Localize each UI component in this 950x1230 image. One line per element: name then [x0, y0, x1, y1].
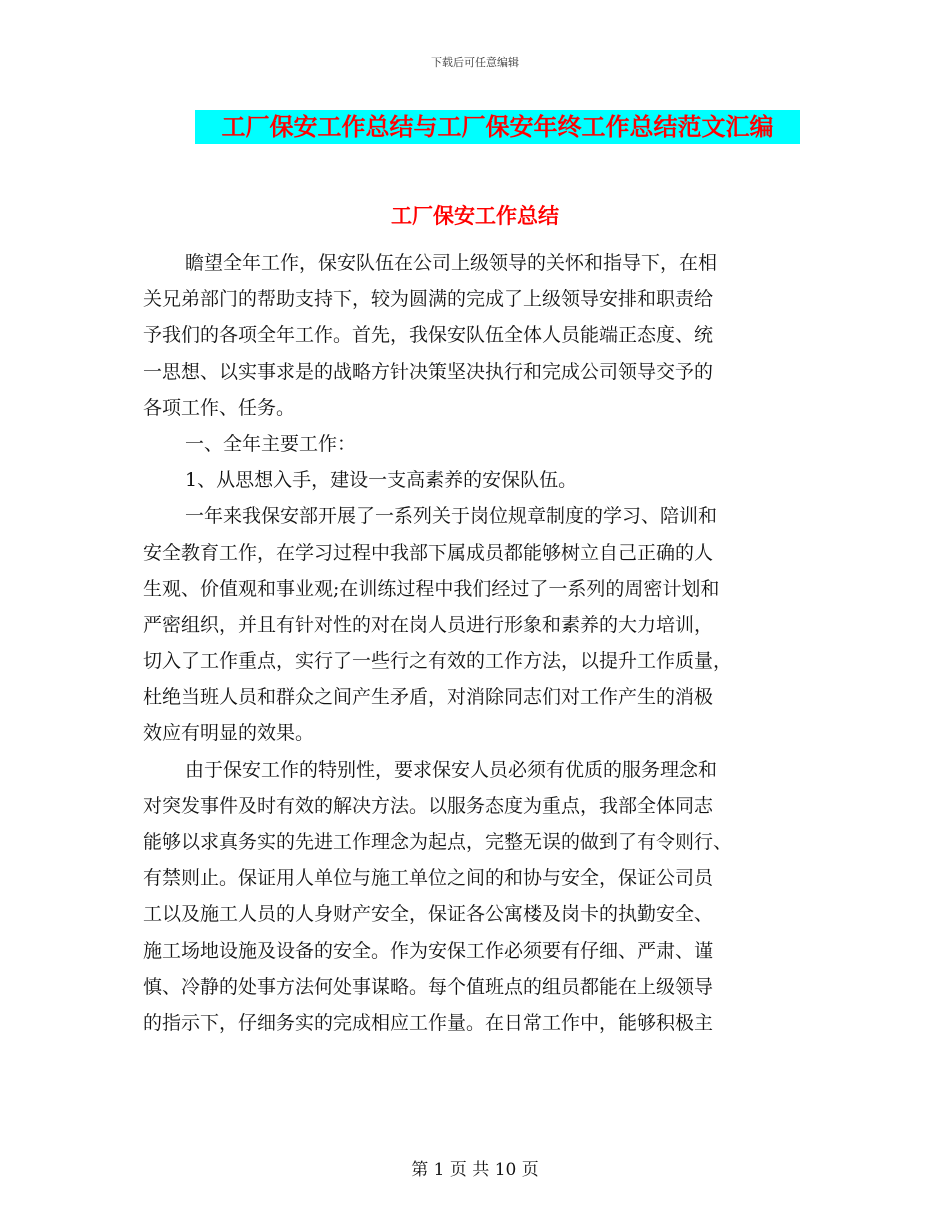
text-line: 对突发事件及时有效的解决方法。以服务态度为重点，我部全体同志 [143, 794, 714, 817]
text-line: 瞻望全年工作，保安队伍在公司上级领导的关怀和指导下，在相 [185, 252, 718, 274]
text-line: 一、全年主要工作： [185, 432, 357, 455]
text-line: 关兄弟部门的帮助支持下，较为圆满的完成了上级领导安排和职责给 [143, 288, 714, 311]
text-line: 严密组织，并且有针对性的对在岗人员进行形象和素养的大力培训， [143, 613, 714, 636]
text-line: 安全教育工作，在学习过程中我部下属成员都能够树立自己正确的人 [143, 541, 714, 564]
text-line: 能够以求真务实的先进工作理念为起点，完整无误的做到了有令则行、 [143, 831, 733, 853]
text-line: 工以及施工人员的人身财产安全，保证各公寓楼及岗卡的执勤安全、 [143, 903, 714, 926]
section-title: 工厂保安工作总结 [391, 203, 559, 228]
text-line: 有禁则止。保证用人单位与施工单位之间的和协与安全，保证公司员 [143, 867, 714, 890]
page-footer: 第 1 页 共 10 页 [411, 1160, 539, 1180]
text-line: 由于保安工作的特别性，要求保安人员必须有优质的服务理念和 [185, 758, 718, 781]
page-header-note: 下载后可任意编辑 [431, 56, 519, 69]
text-line: 施工场地设施及设备的安全。作为安保工作必须要有仔细、严肃、谨 [143, 939, 714, 962]
text-line: 1、从思想入手，建设一支高素养的安保队伍。 [185, 469, 578, 492]
text-line: 杜绝当班人员和群众之间产生矛盾，对消除同志们对工作产生的消极 [143, 686, 714, 709]
text-line: 效应有明显的效果。 [143, 722, 315, 745]
text-line: 一思想、以实事求是的战略方针决策坚决执行和完成公司领导交予的 [143, 360, 714, 383]
document-title: 工厂保安工作总结与工厂保安年终工作总结范文汇编 [195, 110, 800, 144]
text-line: 予我们的各项全年工作。首先，我保安队伍全体人员能端正态度、统 [143, 324, 714, 347]
text-line: 生观、价值观和事业观;在训练过程中我们经过了一系列的周密计划和 [143, 577, 720, 600]
text-line: 各项工作、任务。 [143, 396, 296, 419]
text-line: 的指示下，仔细务实的完成相应工作量。在日常工作中，能够积极主 [143, 1011, 714, 1034]
text-line: 一年来我保安部开展了一系列关于岗位规章制度的学习、陪训和 [185, 505, 718, 528]
text-line: 慎、冷静的处事方法何处事谋略。每个值班点的组员都能在上级领导 [143, 975, 714, 998]
text-line: 切入了工作重点，实行了一些行之有效的工作方法，以提升工作质量， [143, 650, 733, 673]
body-text [143, 245, 808, 1041]
